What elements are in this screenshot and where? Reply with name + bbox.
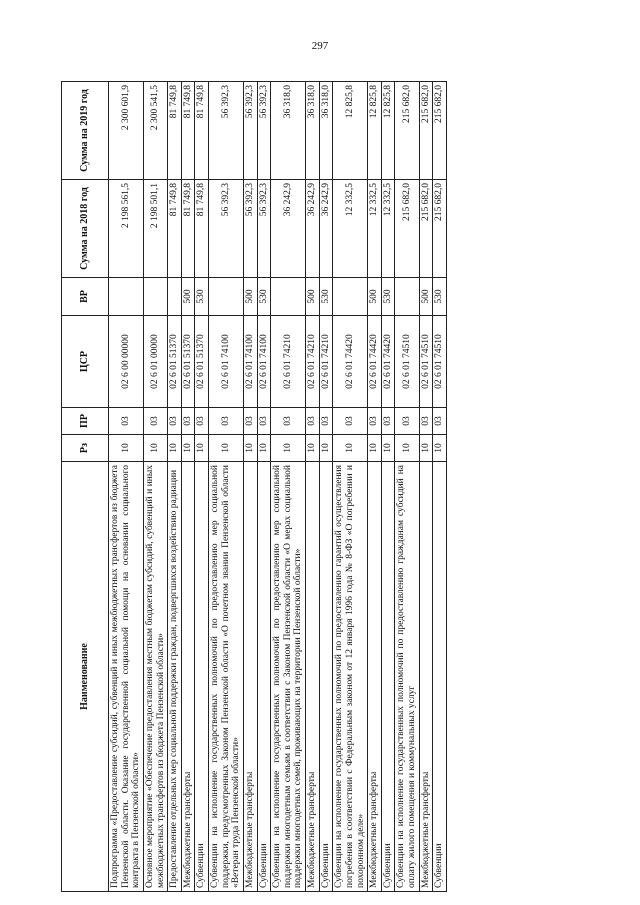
cell-pr: 03	[109, 408, 144, 435]
cell-name: Предоставление отдельных мер социальной поддержки граждан, подвергшихся воздействию радиации	[168, 462, 182, 892]
cell-sum-2019: 56 392,3	[243, 82, 257, 180]
cell-csr: 02 6 00 00000	[109, 316, 144, 408]
table-row	[419, 82, 433, 892]
cell-sum-2018: 81 749,8	[181, 180, 195, 278]
cell-pr: 03	[419, 408, 433, 435]
cell-csr: 02 6 01 74510	[433, 316, 447, 408]
header-sum-2019: Сумма на 2019 год	[62, 82, 109, 180]
header-name: Наименование	[62, 462, 109, 892]
header-vr: ВР	[62, 278, 109, 316]
cell-sum-2019: 81 749,8	[181, 82, 195, 180]
cell-pr: 03	[381, 408, 395, 435]
cell-sum-2019: 12 825,8	[381, 82, 395, 180]
cell-pr: 03	[368, 408, 382, 435]
cell-sum-2019: 12 825,8	[333, 82, 368, 180]
cell-csr: 02 6 01 74100	[209, 316, 244, 408]
table-row	[143, 82, 167, 892]
page-number: 297	[311, 40, 329, 52]
cell-name: Основное мероприятие «Обеспечение предоставления местным бюджетам субсидий, субвенций и иных межбюджетных трансфертов из бюджета Пензенской области»	[143, 462, 167, 892]
cell-name: Межбюджетные трансферты	[243, 462, 257, 892]
cell-csr: 02 6 01 51370	[168, 316, 182, 408]
cell-rz: 10	[109, 435, 144, 462]
cell-sum-2018: 2 198 501,1	[143, 180, 167, 278]
cell-csr: 02 6 01 51370	[195, 316, 209, 408]
cell-csr: 02 6 01 74210	[319, 316, 333, 408]
cell-pr: 03	[168, 408, 182, 435]
cell-sum-2019: 36 318,0	[306, 82, 320, 180]
cell-sum-2018: 12 332,5	[368, 180, 382, 278]
cell-sum-2018: 36 242,9	[319, 180, 333, 278]
cell-csr: 02 6 01 00000	[143, 316, 167, 408]
rotated-table-wrapper	[61, 82, 571, 892]
cell-pr: 03	[181, 408, 195, 435]
cell-csr: 02 6 01 74420	[333, 316, 368, 408]
cell-sum-2018: 12 332,5	[333, 180, 368, 278]
cell-sum-2018: 56 392,3	[209, 180, 244, 278]
cell-name: Субвенции на исполнение государственных полномочий по предоставлению мер социальной поддержки многодетным семьям в соответствии с Законом Пензенской области «О мерах социальной поддержки многодетных семей, проживающих на территории Пензенской области»	[271, 462, 306, 892]
cell-rz: 10	[257, 435, 271, 462]
cell-pr: 03	[319, 408, 333, 435]
cell-name: Субвенции	[195, 462, 209, 892]
cell-sum-2018: 215 682,0	[433, 180, 447, 278]
header-sum-2018: Сумма на 2018 год	[62, 180, 109, 278]
cell-rz: 10	[368, 435, 382, 462]
table-row	[271, 82, 306, 892]
table-row	[395, 82, 419, 892]
cell-name: Субвенции	[433, 462, 447, 892]
cell-name: Субвенции	[319, 462, 333, 892]
cell-rz: 10	[319, 435, 333, 462]
header-rz: Рз	[62, 435, 109, 462]
cell-name: Межбюджетные трансферты	[306, 462, 320, 892]
cell-rz: 10	[433, 435, 447, 462]
cell-name: Субвенции на исполнение государственных полномочий по предоставлению мер социальной поддержки, предусмотренных Законом Пензенской области «О почетном звании Пензенской области «Ветеран труда Пензенской области»	[209, 462, 244, 892]
cell-rz: 10	[143, 435, 167, 462]
table-row	[109, 82, 144, 892]
cell-sum-2018: 12 332,5	[381, 180, 395, 278]
cell-sum-2018: 36 242,9	[306, 180, 320, 278]
cell-vr: 530	[381, 278, 395, 316]
cell-pr: 03	[143, 408, 167, 435]
cell-sum-2019: 215 682,0	[419, 82, 433, 180]
cell-sum-2018: 215 682,0	[395, 180, 419, 278]
cell-csr: 02 6 01 74100	[243, 316, 257, 408]
cell-sum-2019: 81 749,8	[195, 82, 209, 180]
cell-vr: 530	[433, 278, 447, 316]
cell-vr	[333, 278, 368, 316]
cell-sum-2019: 81 749,8	[168, 82, 182, 180]
cell-rz: 10	[168, 435, 182, 462]
table-row	[333, 82, 368, 892]
cell-pr: 03	[433, 408, 447, 435]
cell-sum-2019: 56 392,3	[209, 82, 244, 180]
cell-pr: 03	[209, 408, 244, 435]
cell-vr	[143, 278, 167, 316]
table-row	[319, 82, 333, 892]
cell-name: Субвенции на исполнение государственных полномочий по предоставлению гарантий осуществления погребения в соответствии с Федеральным законом от 12 января 1996 года № 8-ФЗ «О погребении и похоронном деле»	[333, 462, 368, 892]
cell-sum-2018: 215 682,0	[419, 180, 433, 278]
cell-name: Субвенции	[381, 462, 395, 892]
cell-pr: 03	[395, 408, 419, 435]
header-csr: ЦСР	[62, 316, 109, 408]
cell-vr: 500	[419, 278, 433, 316]
cell-vr: 530	[319, 278, 333, 316]
cell-sum-2019: 2 300 541,5	[143, 82, 167, 180]
cell-sum-2019: 12 825,8	[368, 82, 382, 180]
cell-rz: 10	[271, 435, 306, 462]
cell-sum-2019: 36 318,0	[319, 82, 333, 180]
cell-vr	[395, 278, 419, 316]
cell-sum-2019: 36 318,0	[271, 82, 306, 180]
cell-vr	[109, 278, 144, 316]
cell-csr: 02 6 01 74510	[419, 316, 433, 408]
cell-name: Подпрограмма «Предоставление субсидий, субвенций и иных межбюджетных трансфертов из бюджета Пензенской области. Оказание государственной социальной помощи на основании социального контракта в Пензенской области»	[109, 462, 144, 892]
cell-rz: 10	[419, 435, 433, 462]
cell-vr: 500	[306, 278, 320, 316]
cell-rz: 10	[306, 435, 320, 462]
cell-rz: 10	[243, 435, 257, 462]
cell-pr: 03	[243, 408, 257, 435]
table-row	[381, 82, 395, 892]
cell-csr: 02 6 01 74510	[395, 316, 419, 408]
cell-rz: 10	[333, 435, 368, 462]
cell-pr: 03	[257, 408, 271, 435]
cell-sum-2018: 36 242,9	[271, 180, 306, 278]
cell-sum-2018: 81 749,8	[195, 180, 209, 278]
cell-name: Межбюджетные трансферты	[181, 462, 195, 892]
cell-csr: 02 6 01 74210	[306, 316, 320, 408]
table-row	[368, 82, 382, 892]
table-row	[306, 82, 320, 892]
cell-sum-2019: 2 300 601,9	[109, 82, 144, 180]
cell-pr: 03	[195, 408, 209, 435]
table-row	[168, 82, 182, 892]
cell-vr: 530	[257, 278, 271, 316]
cell-name: Субвенции	[257, 462, 271, 892]
cell-vr: 500	[368, 278, 382, 316]
table-row	[243, 82, 257, 892]
budget-table	[61, 81, 447, 892]
cell-vr	[271, 278, 306, 316]
cell-sum-2018: 81 749,8	[168, 180, 182, 278]
cell-sum-2019: 56 392,3	[257, 82, 271, 180]
table-row	[257, 82, 271, 892]
table-row	[181, 82, 195, 892]
cell-csr: 02 6 01 51370	[181, 316, 195, 408]
cell-rz: 10	[195, 435, 209, 462]
cell-vr: 500	[181, 278, 195, 316]
table-row	[209, 82, 244, 892]
cell-rz: 10	[209, 435, 244, 462]
cell-sum-2019: 215 682,0	[395, 82, 419, 180]
cell-rz: 10	[181, 435, 195, 462]
cell-pr: 03	[333, 408, 368, 435]
cell-sum-2018: 56 392,3	[243, 180, 257, 278]
cell-vr: 500	[243, 278, 257, 316]
cell-csr: 02 6 01 74420	[368, 316, 382, 408]
cell-pr: 03	[271, 408, 306, 435]
cell-name: Субвенции на исполнение государственных полномочий по предоставлению гражданам субсидий на оплату жилого помещения и коммунальных услуг	[395, 462, 419, 892]
cell-csr: 02 6 01 74420	[381, 316, 395, 408]
header-pr: ПР	[62, 408, 109, 435]
cell-rz: 10	[381, 435, 395, 462]
cell-rz: 10	[395, 435, 419, 462]
cell-csr: 02 6 01 74210	[271, 316, 306, 408]
table-row	[195, 82, 209, 892]
cell-sum-2019: 215 682,0	[433, 82, 447, 180]
table-row	[433, 82, 447, 892]
cell-name: Межбюджетные трансферты	[368, 462, 382, 892]
cell-name: Межбюджетные трансферты	[419, 462, 433, 892]
cell-pr: 03	[306, 408, 320, 435]
cell-vr: 530	[195, 278, 209, 316]
cell-csr: 02 6 01 74100	[257, 316, 271, 408]
cell-vr	[209, 278, 244, 316]
cell-sum-2018: 56 392,3	[257, 180, 271, 278]
cell-sum-2018: 2 198 561,5	[109, 180, 144, 278]
cell-vr	[168, 278, 182, 316]
table-header-row	[62, 82, 109, 892]
